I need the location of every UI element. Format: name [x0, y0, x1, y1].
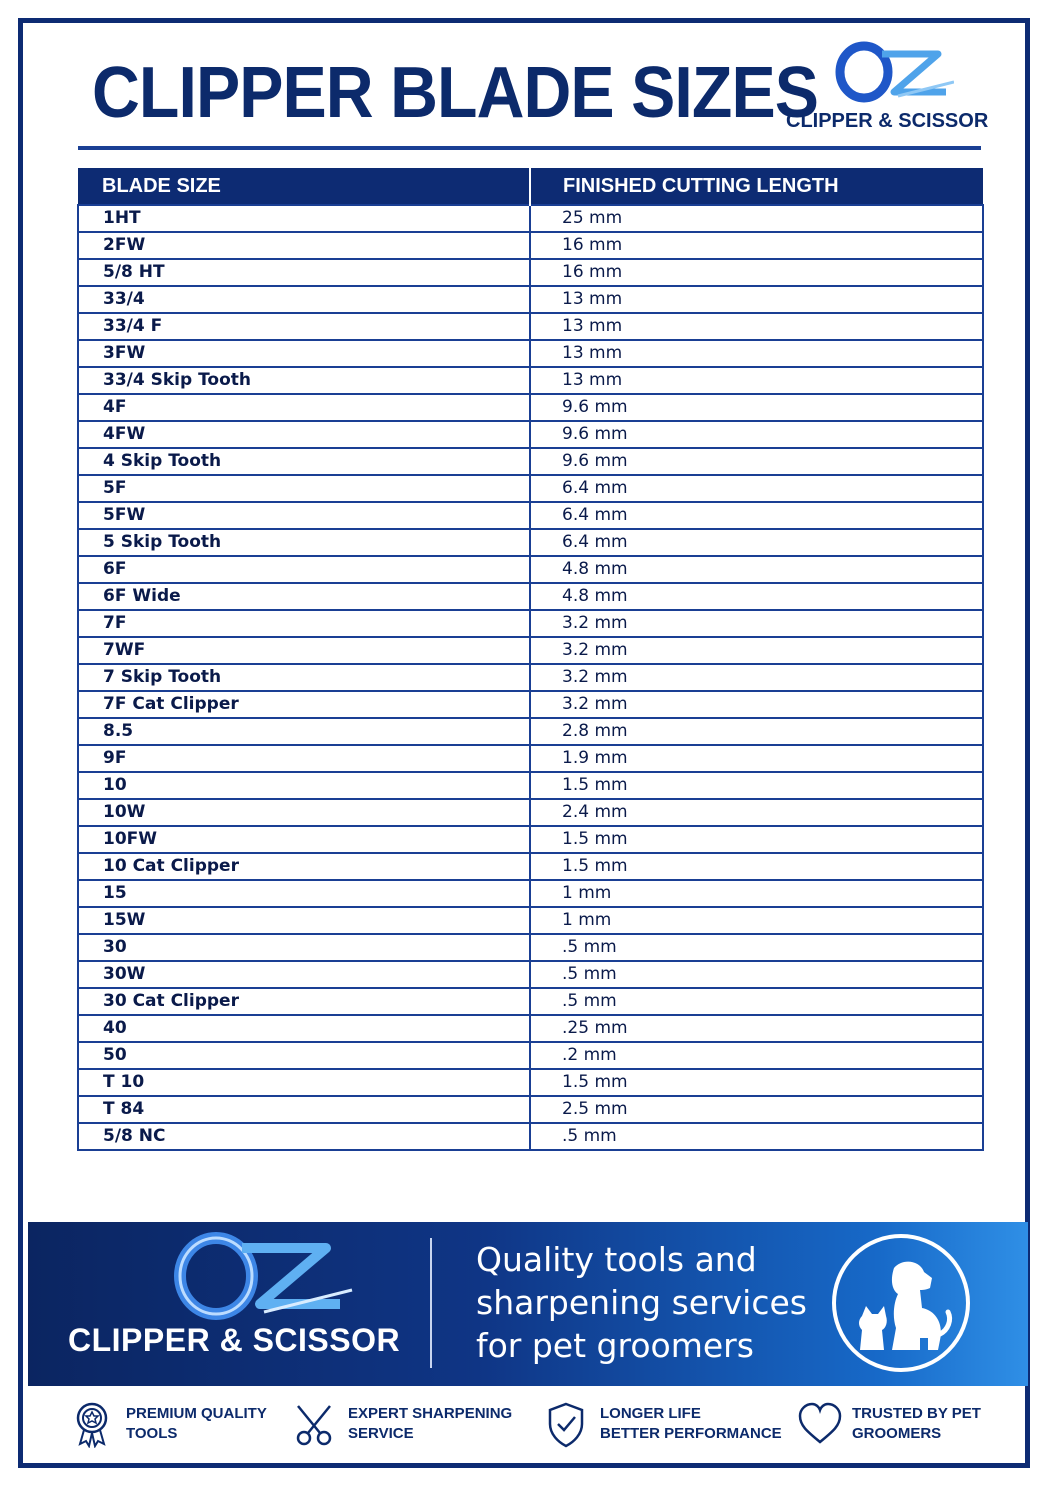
cutting-length-cell: 9.6 mm [530, 421, 983, 448]
feature-strip [60, 1398, 1000, 1454]
cutting-length-cell: .2 mm [530, 1042, 983, 1069]
blade-size-cell: 10W [78, 799, 530, 826]
blade-size-cell: T 10 [78, 1069, 530, 1096]
blade-size-cell: 33/4 F [78, 313, 530, 340]
blade-size-cell: 50 [78, 1042, 530, 1069]
table-row [78, 313, 983, 340]
blade-size-cell: 3FW [78, 340, 530, 367]
blade-size-cell: 7WF [78, 637, 530, 664]
blade-size-cell: 2FW [78, 232, 530, 259]
cutting-length-cell: 4.8 mm [530, 556, 983, 583]
table-row [78, 934, 983, 961]
tagline-line: for pet groomers [476, 1326, 754, 1365]
table-row [78, 1042, 983, 1069]
cutting-length-cell: 2.8 mm [530, 718, 983, 745]
award-badge-icon [72, 1400, 116, 1448]
table-row [78, 799, 983, 826]
column-header-blade-size: BLADE SIZE [78, 168, 530, 205]
shield-check-icon [546, 1400, 590, 1448]
feature-line: TRUSTED BY PET [852, 1405, 981, 1422]
blade-size-cell: 33/4 [78, 286, 530, 313]
table-row [78, 988, 983, 1015]
blade-size-cell: 1HT [78, 205, 530, 232]
cutting-length-cell: 3.2 mm [530, 637, 983, 664]
table-row [78, 772, 983, 799]
tagline-line: sharpening services [476, 1283, 807, 1322]
brand-name-top: CLIPPER & SCISSOR [786, 110, 989, 132]
cutting-length-cell: 2.4 mm [530, 799, 983, 826]
cutting-length-cell: 6.4 mm [530, 502, 983, 529]
table-row [78, 961, 983, 988]
table-row [78, 556, 983, 583]
blade-size-cell: 15W [78, 907, 530, 934]
cutting-length-cell: 1 mm [530, 880, 983, 907]
blade-size-cell: 30W [78, 961, 530, 988]
blade-size-cell: 4FW [78, 421, 530, 448]
pet-badge [832, 1234, 970, 1372]
table-header-row [78, 168, 983, 205]
cutting-length-cell: 6.4 mm [530, 475, 983, 502]
feature-line: PREMIUM QUALITY [126, 1405, 267, 1422]
table-row [78, 367, 983, 394]
blade-size-cell: 5/8 HT [78, 259, 530, 286]
table-row [78, 907, 983, 934]
table-row [78, 205, 983, 232]
table-row [78, 1096, 983, 1123]
table-row [78, 1015, 983, 1042]
table-row [78, 610, 983, 637]
brand-banner [28, 1222, 1028, 1386]
table-row [78, 502, 983, 529]
table-row [78, 529, 983, 556]
table-row [78, 583, 983, 610]
blade-size-cell: 33/4 Skip Tooth [78, 367, 530, 394]
table-row [78, 745, 983, 772]
blade-size-cell: 5F [78, 475, 530, 502]
feature-label [126, 1404, 267, 1444]
table-row [78, 664, 983, 691]
cutting-length-cell: 13 mm [530, 286, 983, 313]
cutting-length-cell: 13 mm [530, 313, 983, 340]
cutting-length-cell: 13 mm [530, 367, 983, 394]
blade-size-cell: 9F [78, 745, 530, 772]
blade-size-cell: 4 Skip Tooth [78, 448, 530, 475]
feature-line: BETTER PERFORMANCE [600, 1425, 782, 1442]
brand-name-banner: CLIPPER & SCISSOR [68, 1322, 401, 1358]
table-row [78, 1123, 983, 1150]
dog-and-cat-icon [836, 1238, 966, 1368]
blade-size-cell: 10FW [78, 826, 530, 853]
cutting-length-cell: 16 mm [530, 232, 983, 259]
table-row [78, 394, 983, 421]
blade-size-cell: 5FW [78, 502, 530, 529]
cutting-length-cell: .25 mm [530, 1015, 983, 1042]
feature-label [852, 1404, 981, 1444]
table-row [78, 340, 983, 367]
cutting-length-cell: 1.5 mm [530, 1069, 983, 1096]
cutting-length-cell: 6.4 mm [530, 529, 983, 556]
banner-tagline [476, 1238, 807, 1367]
blade-size-cell: 10 [78, 772, 530, 799]
cutting-length-cell: .5 mm [530, 988, 983, 1015]
cutting-length-cell: 1.5 mm [530, 772, 983, 799]
feature-line: TOOLS [126, 1425, 178, 1442]
blade-size-cell: 7 Skip Tooth [78, 664, 530, 691]
blade-size-cell: 30 Cat Clipper [78, 988, 530, 1015]
cutting-length-cell: 4.8 mm [530, 583, 983, 610]
table-row [78, 421, 983, 448]
oz-logo-large-icon [156, 1228, 356, 1328]
blade-size-cell: 7F [78, 610, 530, 637]
scissors-icon [294, 1400, 338, 1448]
feature-line: SERVICE [348, 1425, 414, 1442]
cutting-length-cell: 13 mm [530, 340, 983, 367]
feature-label [348, 1404, 512, 1444]
cutting-length-cell: 1.9 mm [530, 745, 983, 772]
page-title: CLIPPER BLADE SIZES [92, 53, 818, 133]
title-underline [78, 146, 981, 150]
table-body [78, 205, 983, 1150]
table-row [78, 880, 983, 907]
cutting-length-cell: 1 mm [530, 907, 983, 934]
cutting-length-cell: 25 mm [530, 205, 983, 232]
cutting-length-cell: 1.5 mm [530, 853, 983, 880]
cutting-length-cell: 2.5 mm [530, 1096, 983, 1123]
column-header-cutting-length: FINISHED CUTTING LENGTH [530, 168, 983, 205]
table-row [78, 232, 983, 259]
blade-size-cell: 10 Cat Clipper [78, 853, 530, 880]
cutting-length-cell: .5 mm [530, 1123, 983, 1150]
table-row [78, 448, 983, 475]
table-row [78, 475, 983, 502]
feature-line: LONGER LIFE [600, 1405, 701, 1422]
blade-size-cell: 5 Skip Tooth [78, 529, 530, 556]
cutting-length-cell: 3.2 mm [530, 610, 983, 637]
cutting-length-cell: 16 mm [530, 259, 983, 286]
feature-label [600, 1404, 782, 1444]
blade-size-cell: 15 [78, 880, 530, 907]
blade-size-cell: 40 [78, 1015, 530, 1042]
banner-divider [430, 1238, 432, 1368]
cutting-length-cell: 9.6 mm [530, 394, 983, 421]
blade-size-cell: T 84 [78, 1096, 530, 1123]
cutting-length-cell: .5 mm [530, 934, 983, 961]
table-row [78, 718, 983, 745]
cutting-length-cell: 1.5 mm [530, 826, 983, 853]
feature-line: EXPERT SHARPENING [348, 1405, 513, 1422]
blade-size-table [77, 168, 984, 1151]
table-row [78, 691, 983, 718]
table-row [78, 826, 983, 853]
brand-logo-top [786, 40, 989, 140]
table-row [78, 1069, 983, 1096]
cutting-length-cell: 9.6 mm [530, 448, 983, 475]
cutting-length-cell: 3.2 mm [530, 664, 983, 691]
blade-size-cell: 6F [78, 556, 530, 583]
blade-size-cell: 5/8 NC [78, 1123, 530, 1150]
blade-size-cell: 8.5 [78, 718, 530, 745]
oz-logo-icon [834, 40, 954, 110]
cutting-length-cell: 3.2 mm [530, 691, 983, 718]
blade-size-cell: 7F Cat Clipper [78, 691, 530, 718]
feature-line: GROOMERS [852, 1425, 942, 1442]
table-row [78, 637, 983, 664]
table-row [78, 259, 983, 286]
heart-icon [798, 1400, 842, 1448]
blade-size-cell: 30 [78, 934, 530, 961]
cutting-length-cell: .5 mm [530, 961, 983, 988]
blade-size-cell: 4F [78, 394, 530, 421]
tagline-line: Quality tools and [476, 1240, 757, 1279]
table-row [78, 286, 983, 313]
blade-size-cell: 6F Wide [78, 583, 530, 610]
table-row [78, 853, 983, 880]
